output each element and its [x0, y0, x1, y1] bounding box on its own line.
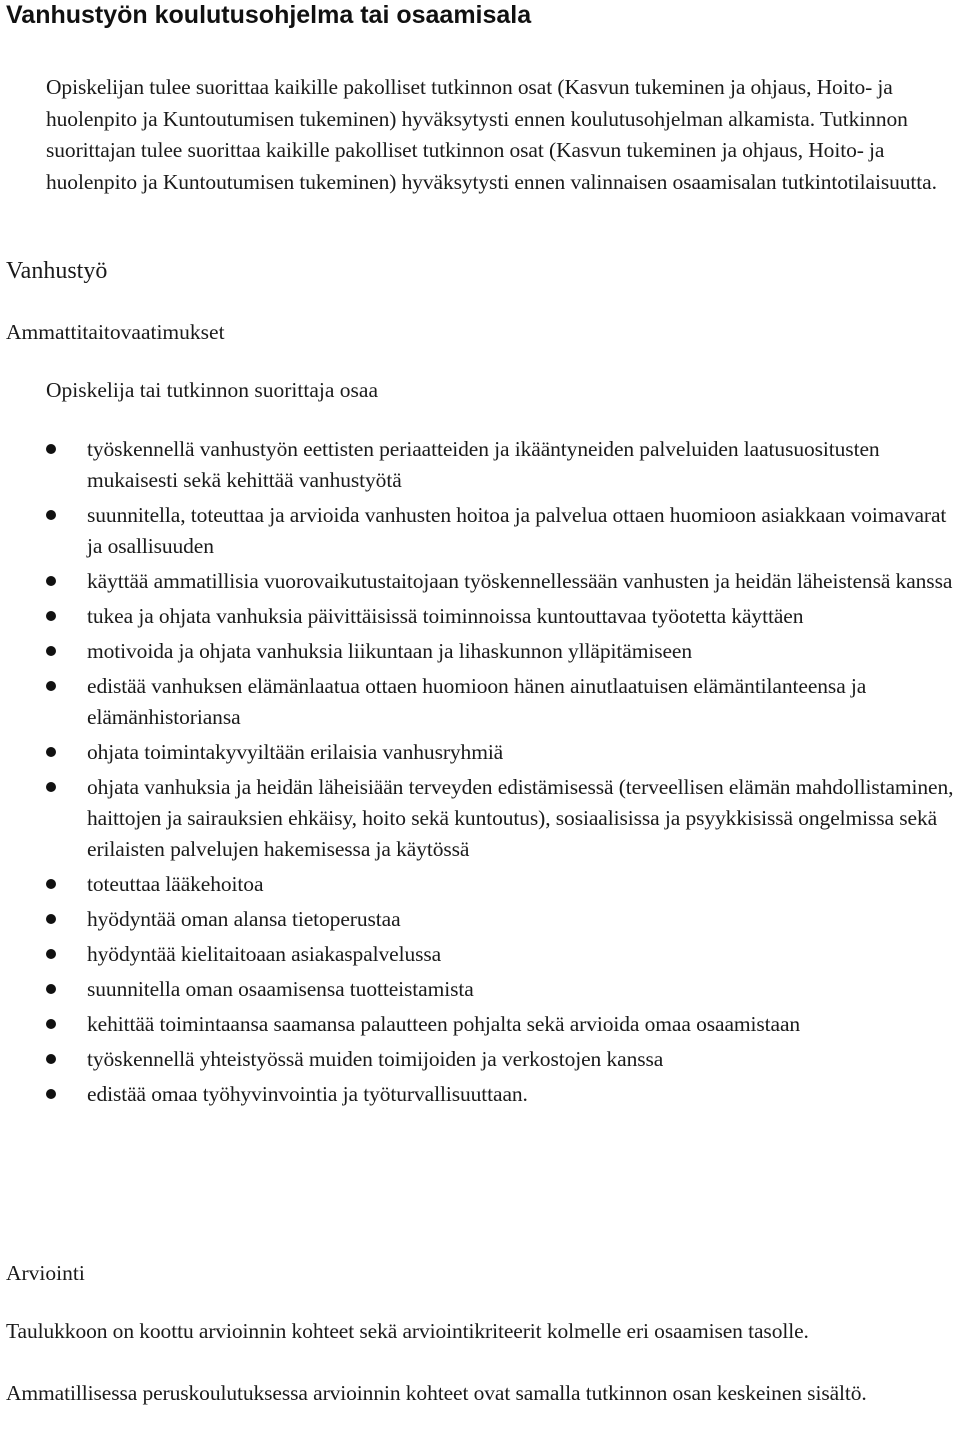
list-item-text: suunnitella oman osaamisensa tuotteistamista [87, 977, 474, 1001]
list-item [0, 772, 960, 865]
list-item-text: ohjata vanhuksia ja heidän läheisiään terveyden edistämisessä (terveellisen elämän mahdollistaminen, haittojen ja sairauksien ehkäisy, hoito sekä kuntoutus), sosiaalisissa ja psyykkisissä ongelmissa sekä erilaisten palvelujen hakemisessa ja käytössä [87, 775, 954, 861]
list-item [0, 1009, 960, 1040]
bullet-icon [46, 681, 56, 691]
list-item [0, 566, 960, 597]
bullet-icon [46, 576, 56, 586]
requirements-list [0, 434, 960, 1114]
bullet-icon [46, 1054, 56, 1064]
list-item [0, 869, 960, 900]
list-item [0, 1079, 960, 1110]
list-item-text: hyödyntää oman alansa tietoperustaa [87, 907, 401, 931]
list-item-text: ohjata toimintakyvyiltään erilaisia vanhusryhmiä [87, 740, 504, 764]
list-item-text: motivoida ja ohjata vanhuksia liikuntaan ja lihaskunnon ylläpitämiseen [87, 639, 693, 663]
bullet-icon [46, 611, 56, 621]
list-item-text: työskennellä vanhustyön eettisten periaatteiden ja ikääntyneiden palveluiden laatusuositusten mukaisesti sekä kehittää vanhustyötä [87, 437, 880, 492]
list-item [0, 636, 960, 667]
assessment-paragraph-1: Taulukkoon on koottu arvioinnin kohteet sekä arviointikriteerit kolmelle eri osaamisen tasolle. [6, 1319, 809, 1343]
list-item [0, 974, 960, 1005]
list-item-text: käyttää ammatillisia vuorovaikutustaitojaan työskennellessään vanhusten ja heidän läheistensä kanssa [87, 569, 953, 593]
list-item [0, 500, 960, 562]
intro-paragraph: Opiskelijan tulee suorittaa kaikille pakolliset tutkinnon osat (Kasvun tukeminen ja ohjaus, Hoito- ja huolenpito ja Kuntoutumisen tukeminen) hyväksytysti ennen koulutusohjelman alkamista. Tutkinnon suorittajan tulee suorittaa kaikille pakolliset tutkinnon osat (Kasvun tukeminen ja ohjaus, Hoito- ja huolenpito ja Kuntoutumisen tukeminen) hyväksytysti ennen valinnaisen osaamisalan tutkintotilaisuutta. [46, 75, 937, 194]
list-item [0, 737, 960, 768]
bullet-icon [46, 1089, 56, 1099]
section-heading: Vanhustyö [6, 258, 108, 284]
list-item [0, 434, 960, 496]
bullet-icon [46, 646, 56, 656]
list-item [0, 904, 960, 935]
assessment-paragraph-2: Ammatillisessa peruskoulutuksessa arvioinnin kohteet ovat samalla tutkinnon osan keskeinen sisältö. [6, 1381, 867, 1405]
bullet-icon [46, 444, 56, 454]
list-item-text: edistää omaa työhyvinvointia ja työturvallisuuttaan. [87, 1082, 528, 1106]
bullet-icon [46, 782, 56, 792]
bullet-icon [46, 879, 56, 889]
list-item-text: hyödyntää kielitaitoaan asiakaspalvelussa [87, 942, 442, 966]
requirements-heading: Ammattitaitovaatimukset [6, 320, 225, 344]
list-item-text: kehittää toimintaansa saamansa palautteen pohjalta sekä arvioida omaa osaamistaan [87, 1012, 801, 1036]
list-item [0, 1044, 960, 1075]
bullet-icon [46, 949, 56, 959]
bullet-icon [46, 510, 56, 520]
bullet-icon [46, 984, 56, 994]
bullet-icon [46, 747, 56, 757]
list-item-text: työskennellä yhteistyössä muiden toimijoiden ja verkostojen kanssa [87, 1047, 664, 1071]
bullet-icon [46, 914, 56, 924]
requirements-lead: Opiskelija tai tutkinnon suorittaja osaa [46, 378, 378, 402]
list-item [0, 939, 960, 970]
list-item-text: tukea ja ohjata vanhuksia päivittäisissä toiminnoissa kuntouttavaa työotetta käyttäen [87, 604, 804, 628]
assessment-heading: Arviointi [6, 1261, 85, 1285]
page-title: Vanhustyön koulutusohjelma tai osaamisala [6, 1, 532, 29]
bullet-icon [46, 1019, 56, 1029]
list-item [0, 671, 960, 733]
list-item-text: toteuttaa lääkehoitoa [87, 872, 264, 896]
list-item-text: edistää vanhuksen elämänlaatua ottaen huomioon hänen ainutlaatuisen elämäntilanteensa ja elämänhistoriansa [87, 674, 867, 729]
list-item-text: suunnitella, toteuttaa ja arvioida vanhusten hoitoa ja palvelua ottaen huomioon asiakkaan voimavarat ja osallisuuden [87, 503, 947, 558]
list-item [0, 601, 960, 632]
